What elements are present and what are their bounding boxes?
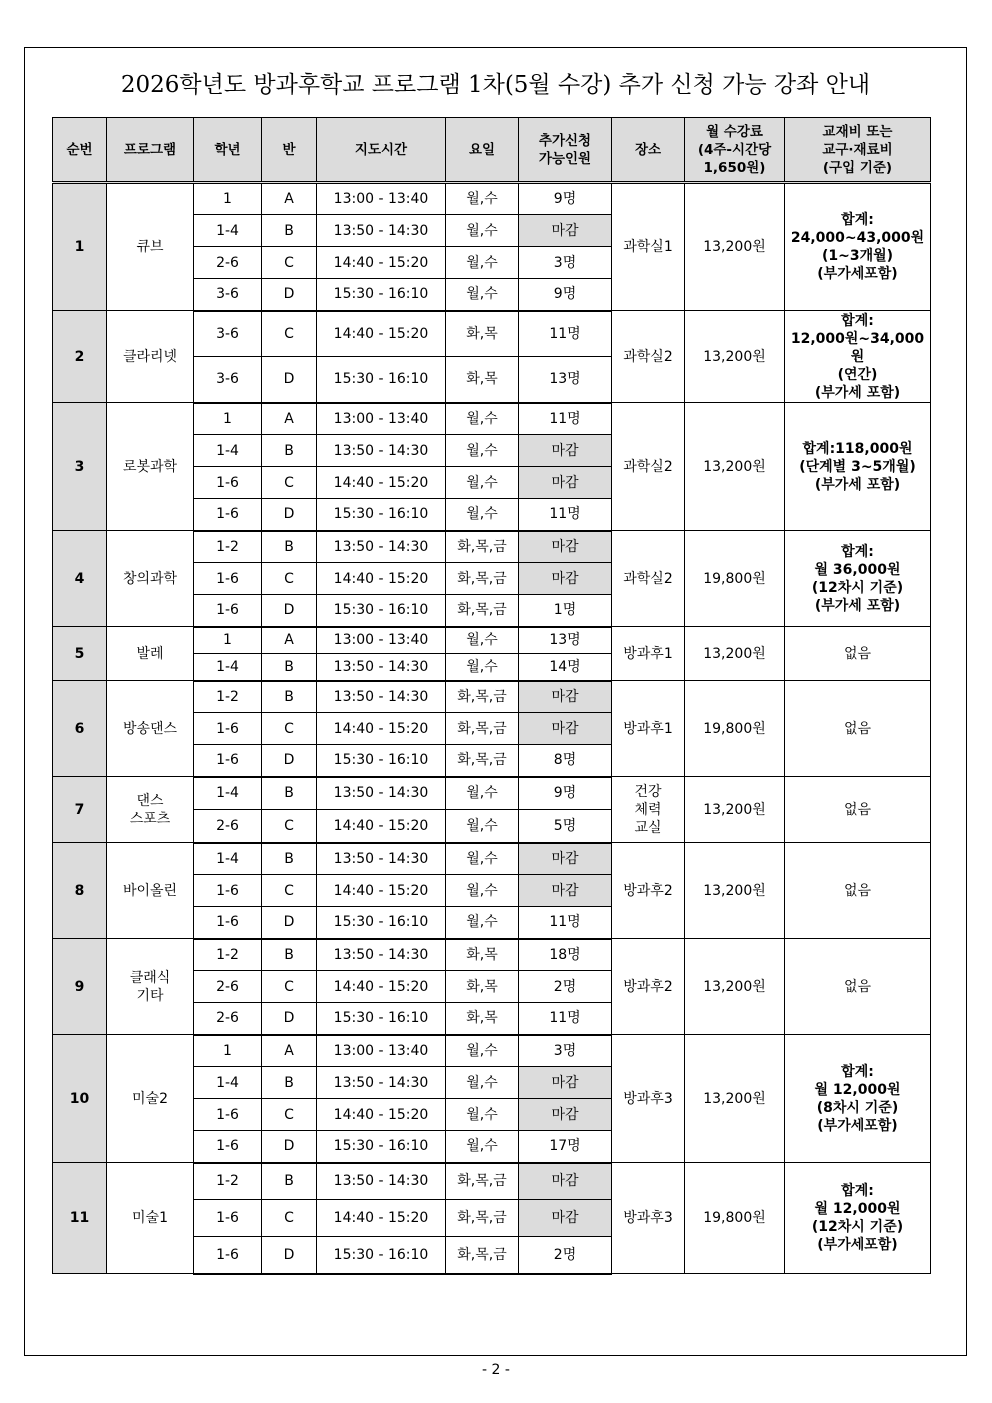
program-name: 로봇과학: [107, 403, 194, 531]
materials-cell: 합계: 12,000원~34,000원 (연간) (부가세 포함): [785, 311, 931, 403]
days-cell: 월,수: [446, 1099, 519, 1131]
table-row: [53, 627, 931, 654]
grade-cell: 1-2: [194, 1163, 262, 1200]
class-cell: C: [262, 810, 317, 843]
days-cell: 월,수: [446, 627, 519, 654]
place-cell: 과학실2: [612, 403, 685, 531]
grade-cell: 1: [194, 183, 262, 215]
closed-badge: 마감: [519, 713, 612, 745]
days-cell: 화,목,금: [446, 1163, 519, 1200]
program-name: 방송댄스: [107, 681, 194, 777]
grade-cell: 3-6: [194, 279, 262, 311]
class-cell: D: [262, 1003, 317, 1035]
time-cell: 14:40 - 15:20: [317, 563, 446, 595]
grade-cell: 1-6: [194, 467, 262, 499]
materials-cell: 합계: 월 36,000원 (12차시 기준) (부가세 포함): [785, 531, 931, 627]
place-cell: 과학실2: [612, 311, 685, 403]
time-cell: 13:00 - 13:40: [317, 403, 446, 435]
grade-cell: 1-6: [194, 1237, 262, 1274]
time-cell: 13:50 - 14:30: [317, 1163, 446, 1200]
class-cell: D: [262, 745, 317, 777]
time-cell: 14:40 - 15:20: [317, 810, 446, 843]
available-count: 11명: [519, 403, 612, 435]
days-cell: 월,수: [446, 907, 519, 939]
header-place: 장소: [612, 118, 685, 183]
days-cell: 월,수: [446, 183, 519, 215]
table-row: [53, 681, 931, 713]
header-row: [53, 118, 931, 183]
grade-cell: 1-4: [194, 843, 262, 875]
time-cell: 14:40 - 15:20: [317, 247, 446, 279]
class-cell: B: [262, 1163, 317, 1200]
time-cell: 15:30 - 16:10: [317, 1003, 446, 1035]
closed-badge: 마감: [519, 1099, 612, 1131]
grade-cell: 2-6: [194, 1003, 262, 1035]
available-count: 11명: [519, 499, 612, 531]
place-cell: 방과후3: [612, 1035, 685, 1163]
days-cell: 월,수: [446, 467, 519, 499]
class-cell: C: [262, 563, 317, 595]
class-cell: A: [262, 403, 317, 435]
days-cell: 월,수: [446, 499, 519, 531]
class-cell: A: [262, 183, 317, 215]
available-count: 11명: [519, 311, 612, 357]
time-cell: 13:50 - 14:30: [317, 843, 446, 875]
days-cell: 월,수: [446, 810, 519, 843]
class-cell: B: [262, 215, 317, 247]
class-cell: A: [262, 627, 317, 654]
days-cell: 월,수: [446, 279, 519, 311]
program-table: [52, 117, 931, 1275]
class-cell: D: [262, 907, 317, 939]
program-number: 9: [53, 939, 107, 1035]
program-number: 6: [53, 681, 107, 777]
class-cell: D: [262, 1131, 317, 1163]
place-cell: 과학실2: [612, 531, 685, 627]
class-cell: C: [262, 247, 317, 279]
closed-badge: 마감: [519, 1163, 612, 1200]
program-number: 4: [53, 531, 107, 627]
materials-cell: 합계: 24,000~43,000원 (1~3개월) (부가세포함): [785, 183, 931, 311]
days-cell: 월,수: [446, 843, 519, 875]
place-cell: 건강 체력 교실: [612, 777, 685, 843]
program-number: 8: [53, 843, 107, 939]
fee-cell: 19,800원: [685, 1163, 785, 1274]
class-cell: C: [262, 1099, 317, 1131]
table-row: [53, 777, 931, 810]
page-number: - 2 -: [482, 1362, 510, 1378]
class-cell: B: [262, 681, 317, 713]
program-number: 2: [53, 311, 107, 403]
time-cell: 15:30 - 16:10: [317, 279, 446, 311]
materials-cell: 없음: [785, 627, 931, 681]
days-cell: 월,수: [446, 1131, 519, 1163]
available-count: 9명: [519, 183, 612, 215]
grade-cell: 1-6: [194, 907, 262, 939]
program-name: 댄스 스포츠: [107, 777, 194, 843]
table-row: [53, 183, 931, 215]
closed-badge: 마감: [519, 563, 612, 595]
grade-cell: 1-2: [194, 531, 262, 563]
closed-badge: 마감: [519, 435, 612, 467]
grade-cell: 1-4: [194, 654, 262, 681]
grade-cell: 2-6: [194, 810, 262, 843]
time-cell: 14:40 - 15:20: [317, 1099, 446, 1131]
time-cell: 13:00 - 13:40: [317, 627, 446, 654]
days-cell: 월,수: [446, 875, 519, 907]
time-cell: 13:50 - 14:30: [317, 435, 446, 467]
class-cell: B: [262, 777, 317, 810]
grade-cell: 1-6: [194, 745, 262, 777]
class-cell: C: [262, 1200, 317, 1237]
grade-cell: 1-6: [194, 713, 262, 745]
grade-cell: 1: [194, 403, 262, 435]
fee-cell: 13,200원: [685, 183, 785, 311]
closed-badge: 마감: [519, 215, 612, 247]
time-cell: 13:50 - 14:30: [317, 681, 446, 713]
grade-cell: 1-4: [194, 777, 262, 810]
grade-cell: 3-6: [194, 311, 262, 357]
place-cell: 방과후3: [612, 1163, 685, 1274]
available-count: 2명: [519, 971, 612, 1003]
days-cell: 월,수: [446, 435, 519, 467]
time-cell: 15:30 - 16:10: [317, 595, 446, 627]
days-cell: 화,목,금: [446, 1200, 519, 1237]
days-cell: 월,수: [446, 1067, 519, 1099]
days-cell: 화,목,금: [446, 681, 519, 713]
time-cell: 13:50 - 14:30: [317, 215, 446, 247]
program-name: 클라리넷: [107, 311, 194, 403]
header-class: 반: [262, 118, 317, 183]
grade-cell: 3-6: [194, 357, 262, 403]
materials-cell: 없음: [785, 843, 931, 939]
table-row: [53, 531, 931, 563]
program-number: 7: [53, 777, 107, 843]
program-name: 발레: [107, 627, 194, 681]
available-count: 3명: [519, 247, 612, 279]
class-cell: B: [262, 531, 317, 563]
program-name: 큐브: [107, 183, 194, 311]
class-cell: C: [262, 971, 317, 1003]
class-cell: A: [262, 1035, 317, 1067]
time-cell: 13:00 - 13:40: [317, 183, 446, 215]
closed-badge: 마감: [519, 843, 612, 875]
available-count: 11명: [519, 1003, 612, 1035]
class-cell: B: [262, 843, 317, 875]
days-cell: 화,목,금: [446, 745, 519, 777]
available-count: 8명: [519, 745, 612, 777]
available-count: 13명: [519, 627, 612, 654]
class-cell: D: [262, 1237, 317, 1274]
program-number: 5: [53, 627, 107, 681]
program-name: 창의과학: [107, 531, 194, 627]
days-cell: 월,수: [446, 654, 519, 681]
program-name: 바이올린: [107, 843, 194, 939]
grade-cell: 1-6: [194, 595, 262, 627]
table-row: [53, 939, 931, 971]
program-name: 미술2: [107, 1035, 194, 1163]
grade-cell: 1-6: [194, 1099, 262, 1131]
header-fee: 월 수강료 (4주-시간당 1,650원): [685, 118, 785, 183]
time-cell: 14:40 - 15:20: [317, 311, 446, 357]
materials-cell: 합계: 월 12,000원 (12차시 기준) (부가세포함): [785, 1163, 931, 1274]
days-cell: 월,수: [446, 777, 519, 810]
time-cell: 13:50 - 14:30: [317, 531, 446, 563]
available-count: 9명: [519, 777, 612, 810]
class-cell: D: [262, 595, 317, 627]
class-cell: D: [262, 357, 317, 403]
closed-badge: 마감: [519, 1200, 612, 1237]
grade-cell: 2-6: [194, 971, 262, 1003]
time-cell: 15:30 - 16:10: [317, 1237, 446, 1274]
class-cell: D: [262, 279, 317, 311]
closed-badge: 마감: [519, 1067, 612, 1099]
grade-cell: 1-4: [194, 435, 262, 467]
place-cell: 방과후1: [612, 627, 685, 681]
grade-cell: 1-4: [194, 1067, 262, 1099]
available-count: 18명: [519, 939, 612, 971]
page-title: 2026학년도 방과후학교 프로그램 1차(5월 수강) 추가 신청 가능 강좌 안내: [120, 72, 871, 98]
time-cell: 14:40 - 15:20: [317, 713, 446, 745]
place-cell: 방과후1: [612, 681, 685, 777]
fee-cell: 13,200원: [685, 311, 785, 403]
table-row: [53, 843, 931, 875]
header-materials: 교재비 또는 교구·재료비 (구입 기준): [785, 118, 931, 183]
program-number: 11: [53, 1163, 107, 1274]
fee-cell: 13,200원: [685, 939, 785, 1035]
time-cell: 14:40 - 15:20: [317, 1200, 446, 1237]
grade-cell: 1: [194, 1035, 262, 1067]
class-cell: C: [262, 467, 317, 499]
materials-cell: 없음: [785, 777, 931, 843]
days-cell: 화,목: [446, 939, 519, 971]
time-cell: 14:40 - 15:20: [317, 875, 446, 907]
place-cell: 방과후2: [612, 843, 685, 939]
closed-badge: 마감: [519, 531, 612, 563]
grade-cell: 1-6: [194, 875, 262, 907]
available-count: 14명: [519, 654, 612, 681]
header-program: 프로그램: [107, 118, 194, 183]
days-cell: 화,목,금: [446, 595, 519, 627]
grade-cell: 1-6: [194, 499, 262, 531]
program-number: 1: [53, 183, 107, 311]
materials-cell: 없음: [785, 681, 931, 777]
days-cell: 화,목: [446, 357, 519, 403]
program-name: 미술1: [107, 1163, 194, 1274]
available-count: 3명: [519, 1035, 612, 1067]
time-cell: 15:30 - 16:10: [317, 499, 446, 531]
place-cell: 방과후2: [612, 939, 685, 1035]
class-cell: B: [262, 654, 317, 681]
time-cell: 13:50 - 14:30: [317, 1067, 446, 1099]
days-cell: 화,목: [446, 971, 519, 1003]
materials-cell: 없음: [785, 939, 931, 1035]
grade-cell: 1-6: [194, 563, 262, 595]
header-no: 순번: [53, 118, 107, 183]
days-cell: 월,수: [446, 1035, 519, 1067]
header-available: 추가신청 가능인원: [519, 118, 612, 183]
header-grade: 학년: [194, 118, 262, 183]
time-cell: 13:50 - 14:30: [317, 654, 446, 681]
grade-cell: 1-6: [194, 1200, 262, 1237]
time-cell: 15:30 - 16:10: [317, 357, 446, 403]
time-cell: 14:40 - 15:20: [317, 467, 446, 499]
fee-cell: 13,200원: [685, 1035, 785, 1163]
grade-cell: 1-4: [194, 215, 262, 247]
time-cell: 15:30 - 16:10: [317, 1131, 446, 1163]
grade-cell: 1-2: [194, 939, 262, 971]
header-time: 지도시간: [317, 118, 446, 183]
available-count: 1명: [519, 595, 612, 627]
time-cell: 15:30 - 16:10: [317, 745, 446, 777]
program-name: 클래식 기타: [107, 939, 194, 1035]
program-number: 10: [53, 1035, 107, 1163]
table-row: [53, 1163, 931, 1200]
class-cell: B: [262, 1067, 317, 1099]
class-cell: B: [262, 435, 317, 467]
fee-cell: 19,800원: [685, 531, 785, 627]
closed-badge: 마감: [519, 681, 612, 713]
available-count: 11명: [519, 907, 612, 939]
available-count: 9명: [519, 279, 612, 311]
place-cell: 과학실1: [612, 183, 685, 311]
grade-cell: 1-2: [194, 681, 262, 713]
days-cell: 화,목: [446, 1003, 519, 1035]
days-cell: 월,수: [446, 247, 519, 279]
class-cell: B: [262, 939, 317, 971]
grade-cell: 1-6: [194, 1131, 262, 1163]
available-count: 17명: [519, 1131, 612, 1163]
available-count: 2명: [519, 1237, 612, 1274]
table-row: [53, 311, 931, 357]
class-cell: C: [262, 311, 317, 357]
header-days: 요일: [446, 118, 519, 183]
available-count: 5명: [519, 810, 612, 843]
class-cell: D: [262, 499, 317, 531]
grade-cell: 2-6: [194, 247, 262, 279]
days-cell: 화,목,금: [446, 713, 519, 745]
closed-badge: 마감: [519, 467, 612, 499]
days-cell: 월,수: [446, 403, 519, 435]
materials-cell: 합계:118,000원 (단계별 3~5개월) (부가세 포함): [785, 403, 931, 531]
days-cell: 화,목,금: [446, 563, 519, 595]
time-cell: 13:50 - 14:30: [317, 939, 446, 971]
fee-cell: 13,200원: [685, 627, 785, 681]
time-cell: 15:30 - 16:10: [317, 907, 446, 939]
grade-cell: 1: [194, 627, 262, 654]
program-number: 3: [53, 403, 107, 531]
table-row: [53, 403, 931, 435]
available-count: 13명: [519, 357, 612, 403]
days-cell: 화,목,금: [446, 1237, 519, 1274]
fee-cell: 19,800원: [685, 681, 785, 777]
class-cell: C: [262, 875, 317, 907]
table-row: [53, 1035, 931, 1067]
fee-cell: 13,200원: [685, 777, 785, 843]
time-cell: 13:00 - 13:40: [317, 1035, 446, 1067]
materials-cell: 합계: 월 12,000원 (8차시 기준) (부가세포함): [785, 1035, 931, 1163]
closed-badge: 마감: [519, 875, 612, 907]
days-cell: 월,수: [446, 215, 519, 247]
class-cell: C: [262, 713, 317, 745]
time-cell: 13:50 - 14:30: [317, 777, 446, 810]
fee-cell: 13,200원: [685, 843, 785, 939]
fee-cell: 13,200원: [685, 403, 785, 531]
days-cell: 화,목: [446, 311, 519, 357]
days-cell: 화,목,금: [446, 531, 519, 563]
time-cell: 14:40 - 15:20: [317, 971, 446, 1003]
